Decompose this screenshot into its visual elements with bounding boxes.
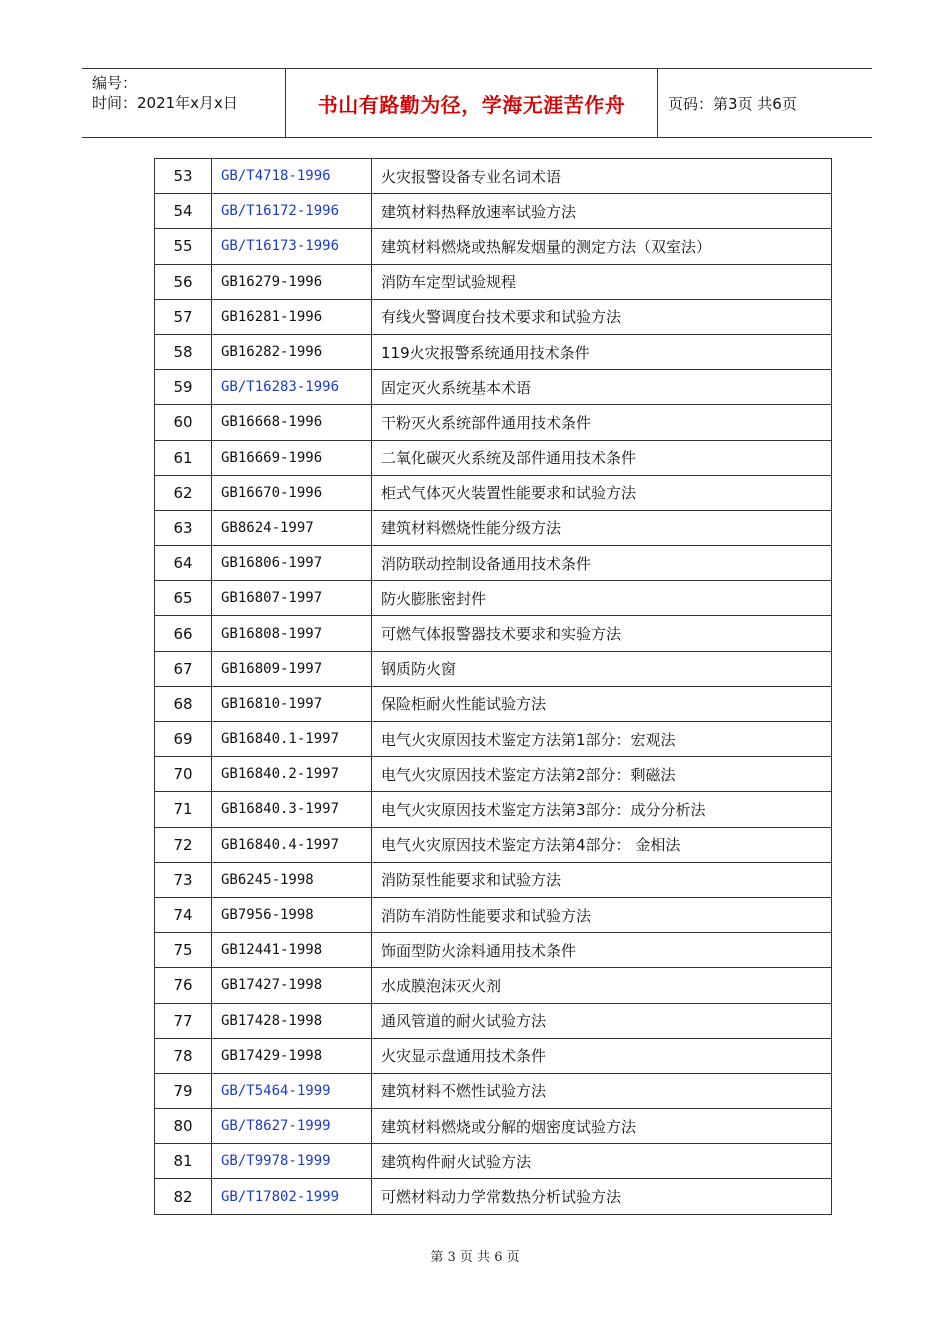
table-row [155,405,832,440]
standard-code-link[interactable]: GB/T17802-1999 [212,1179,372,1214]
row-number: 78 [155,1038,212,1073]
page-header [82,68,872,138]
standard-title: 通风管道的耐火试验方法 [372,1003,832,1038]
standard-title: 建筑材料不燃性试验方法 [372,1073,832,1108]
standard-code: GB16840.1-1997 [212,722,372,757]
header-page-label: 页码：第3页 共6页 [668,94,797,113]
standards-table [154,158,832,1215]
standard-code: GB12441-1998 [212,933,372,968]
standard-code-link[interactable]: GB/T9978-1999 [212,1144,372,1179]
row-number: 61 [155,440,212,475]
standard-code-link[interactable]: GB/T16173-1996 [212,229,372,264]
table-row [155,1144,832,1179]
table-row [155,194,832,229]
table-row [155,1179,832,1214]
header-motto: 书山有路勤为径，学海无涯苦作舟 [285,69,658,137]
table-row [155,370,832,405]
standards-table-body [155,159,832,1215]
standard-title: 建筑构件耐火试验方法 [372,1144,832,1179]
standard-code: GB16809-1997 [212,651,372,686]
table-row [155,299,832,334]
standard-code: GB16668-1996 [212,405,372,440]
standard-code: GB16840.4-1997 [212,827,372,862]
row-number: 55 [155,229,212,264]
standard-code-link[interactable]: GB/T5464-1999 [212,1073,372,1108]
standard-title: 消防联动控制设备通用技术条件 [372,546,832,581]
table-row [155,264,832,299]
row-number: 62 [155,475,212,510]
row-number: 63 [155,510,212,545]
table-row [155,862,832,897]
row-number: 79 [155,1073,212,1108]
table-row [155,475,832,510]
row-number: 74 [155,897,212,932]
row-number: 75 [155,933,212,968]
row-number: 58 [155,334,212,369]
standard-title: 干粉灭火系统部件通用技术条件 [372,405,832,440]
table-row [155,827,832,862]
table-row [155,1073,832,1108]
standard-title: 电气火灾原因技术鉴定方法第4部分： 金相法 [372,827,832,862]
standard-title: 钢质防火窗 [372,651,832,686]
standard-title: 消防泵性能要求和试验方法 [372,862,832,897]
standard-code: GB17428-1998 [212,1003,372,1038]
standard-code: GB16806-1997 [212,546,372,581]
row-number: 60 [155,405,212,440]
table-row [155,757,832,792]
row-number: 71 [155,792,212,827]
standard-code: GB17427-1998 [212,968,372,1003]
table-row [155,229,832,264]
table-row [155,581,832,616]
standard-title: 电气火灾原因技术鉴定方法第1部分：宏观法 [372,722,832,757]
standard-title: 柜式气体灭火装置性能要求和试验方法 [372,475,832,510]
table-row [155,1003,832,1038]
standard-code: GB16282-1996 [212,334,372,369]
standard-title: 有线火警调度台技术要求和试验方法 [372,299,832,334]
standard-title: 建筑材料燃烧或热解发烟量的测定方法（双室法） [372,229,832,264]
row-number: 76 [155,968,212,1003]
standard-title: 可燃气体报警器技术要求和实验方法 [372,616,832,651]
table-row [155,722,832,757]
row-number: 68 [155,686,212,721]
row-number: 65 [155,581,212,616]
table-row [155,651,832,686]
row-number: 80 [155,1109,212,1144]
standard-code: GB17429-1998 [212,1038,372,1073]
row-number: 81 [155,1144,212,1179]
standard-title: 119火灾报警系统通用技术条件 [372,334,832,369]
standard-title: 可燃材料动力学常数热分析试验方法 [372,1179,832,1214]
row-number: 53 [155,159,212,194]
row-number: 82 [155,1179,212,1214]
standard-code: GB16279-1996 [212,264,372,299]
row-number: 67 [155,651,212,686]
standard-code: GB16669-1996 [212,440,372,475]
row-number: 66 [155,616,212,651]
row-number: 57 [155,299,212,334]
standard-code: GB7956-1998 [212,897,372,932]
row-number: 72 [155,827,212,862]
standard-code: GB16840.2-1997 [212,757,372,792]
standard-code: GB16810-1997 [212,686,372,721]
standard-code: GB16670-1996 [212,475,372,510]
standard-code-link[interactable]: GB/T8627-1999 [212,1109,372,1144]
row-number: 69 [155,722,212,757]
row-number: 70 [155,757,212,792]
standard-title: 保险柜耐火性能试验方法 [372,686,832,721]
standard-code-link[interactable]: GB/T16283-1996 [212,370,372,405]
standard-title: 饰面型防火涂料通用技术条件 [372,933,832,968]
page-footer: 第 3 页 共 6 页 [430,1250,520,1265]
standard-code-link[interactable]: GB/T16172-1996 [212,194,372,229]
standard-title: 水成膜泡沫灭火剂 [372,968,832,1003]
table-row [155,159,832,194]
standard-code: GB16807-1997 [212,581,372,616]
table-row [155,616,832,651]
standard-title: 电气火灾原因技术鉴定方法第3部分：成分分析法 [372,792,832,827]
row-number: 64 [155,546,212,581]
time-label: 时间：2021年x月x日 [92,94,238,112]
standard-code: GB8624-1997 [212,510,372,545]
row-number: 56 [155,264,212,299]
standard-title: 火灾报警设备专业名词术语 [372,159,832,194]
row-number: 59 [155,370,212,405]
standard-code-link[interactable]: GB/T4718-1996 [212,159,372,194]
table-row [155,440,832,475]
standard-code: GB16840.3-1997 [212,792,372,827]
table-row [155,1038,832,1073]
standard-title: 固定灭火系统基本术语 [372,370,832,405]
standard-title: 二氧化碳灭火系统及部件通用技术条件 [372,440,832,475]
row-number: 73 [155,862,212,897]
table-row [155,546,832,581]
header-info [82,69,285,137]
row-number: 77 [155,1003,212,1038]
table-row [155,933,832,968]
table-row [155,1109,832,1144]
row-number: 54 [155,194,212,229]
table-row [155,897,832,932]
standard-title: 建筑材料燃烧性能分级方法 [372,510,832,545]
standard-title: 火灾显示盘通用技术条件 [372,1038,832,1073]
standard-title: 消防车消防性能要求和试验方法 [372,897,832,932]
table-row [155,334,832,369]
standard-code: GB16281-1996 [212,299,372,334]
table-row [155,686,832,721]
standard-title: 电气火灾原因技术鉴定方法第2部分：剩磁法 [372,757,832,792]
number-label: 编号： [92,74,138,92]
standard-title: 消防车定型试验规程 [372,264,832,299]
standard-code: GB16808-1997 [212,616,372,651]
standard-title: 建筑材料热释放速率试验方法 [372,194,832,229]
table-row [155,968,832,1003]
standard-title: 防火膨胀密封件 [372,581,832,616]
standard-title: 建筑材料燃烧或分解的烟密度试验方法 [372,1109,832,1144]
table-row [155,510,832,545]
table-row [155,792,832,827]
standard-code: GB6245-1998 [212,862,372,897]
